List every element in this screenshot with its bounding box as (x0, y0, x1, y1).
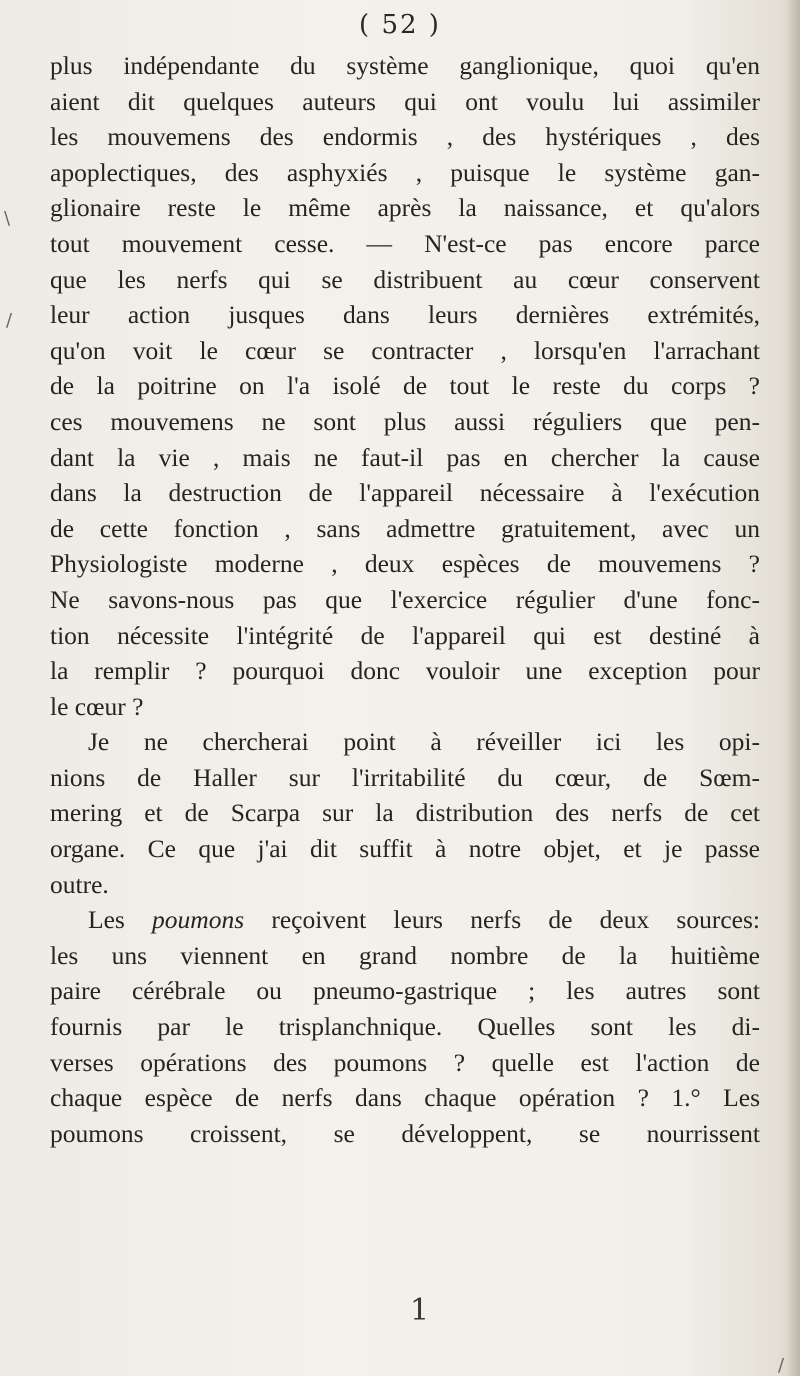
margin-tick-mark: / (778, 1355, 785, 1376)
text-segment: reçoivent leurs nerfs de deux sources: (244, 905, 760, 935)
paragraph-first-line: Je ne chercherai point à réveiller ici les opi- (88, 727, 760, 757)
text-line: que les nerfs qui se distribuent au cœur conservent (50, 264, 760, 294)
text-line: de cette fonction , sans admettre gratuitement, avec un (50, 513, 760, 543)
text-line: Physiologiste moderne , deux espèces de mouvemens ? (50, 549, 760, 579)
signature-mark: 1 (410, 1293, 430, 1328)
text-line: leur action jusques dans leurs dernières extrémités, (50, 300, 760, 330)
text-line: paire cérébrale ou pneumo-gastrique ; les autres sont (50, 976, 760, 1006)
body-text (50, 48, 760, 1151)
text-line: tout mouvement cesse. — N'est-ce pas encore parce (50, 228, 760, 258)
text-line: fournis par le trisplanchnique. Quelles sont les di- (50, 1012, 760, 1042)
text-line: la remplir ? pourquoi donc vouloir une exception pour (50, 656, 760, 686)
text-line: glionaire reste le même après la naissance, et qu'alors (50, 193, 760, 223)
text-line: les uns viennent en grand nombre de la huitième (50, 940, 760, 970)
text-line: tion nécessite l'intégrité de l'appareil qui est destiné à (50, 620, 760, 650)
text-line: de la poitrine on l'a isolé de tout le reste du corps ? (50, 371, 760, 401)
text-segment: Les (88, 905, 153, 935)
text-line: dant la vie , mais ne faut-il pas en chercher la cause (50, 442, 760, 472)
text-line: le cœur ? (50, 691, 144, 721)
page-number-header: ( 52 ) (359, 10, 441, 40)
text-line: ces mouvemens ne sont plus aussi réguliers que pen- (50, 406, 760, 436)
page-edge-shadow (786, 0, 800, 1376)
italic-term: poumons (152, 905, 245, 935)
text-line: mering et de Scarpa sur la distribution des nerfs de cet (50, 798, 760, 828)
text-line: aient dit quelques auteurs qui ont voulu lui assimiler (50, 86, 760, 116)
text-line: plus indépendante du système ganglionique, quoi qu'en (50, 51, 760, 80)
text-line: dans la destruction de l'appareil nécessaire à l'exécution (50, 478, 760, 508)
text-line: nions de Haller sur l'irritabilité du cœur, de Sœm- (50, 762, 760, 792)
text-line: organe. Ce que j'ai dit suffit à notre objet, et je passe (50, 834, 760, 864)
text-line: Ne savons-nous pas que l'exercice régulier d'une fonc- (50, 584, 760, 614)
margin-tick-mark: \ (4, 208, 11, 229)
text-line: verses opérations des poumons ? quelle est l'action de (50, 1047, 760, 1077)
margin-tick-mark: / (6, 310, 13, 331)
paragraph-first-line (50, 902, 760, 938)
text-line: chaque espèce de nerfs dans chaque opération ? 1.° Les (50, 1083, 760, 1113)
text-line: les mouvemens des endormis , des hystériques , des (50, 122, 760, 152)
text-line: apoplectiques, des asphyxiés , puisque le système gan- (50, 157, 760, 187)
text-line: qu'on voit le cœur se contracter , lorsqu'en l'arrachant (50, 335, 760, 365)
text-line: outre. (50, 869, 109, 899)
text-line: poumons croissent, se développent, se nourrissent (50, 1118, 760, 1148)
